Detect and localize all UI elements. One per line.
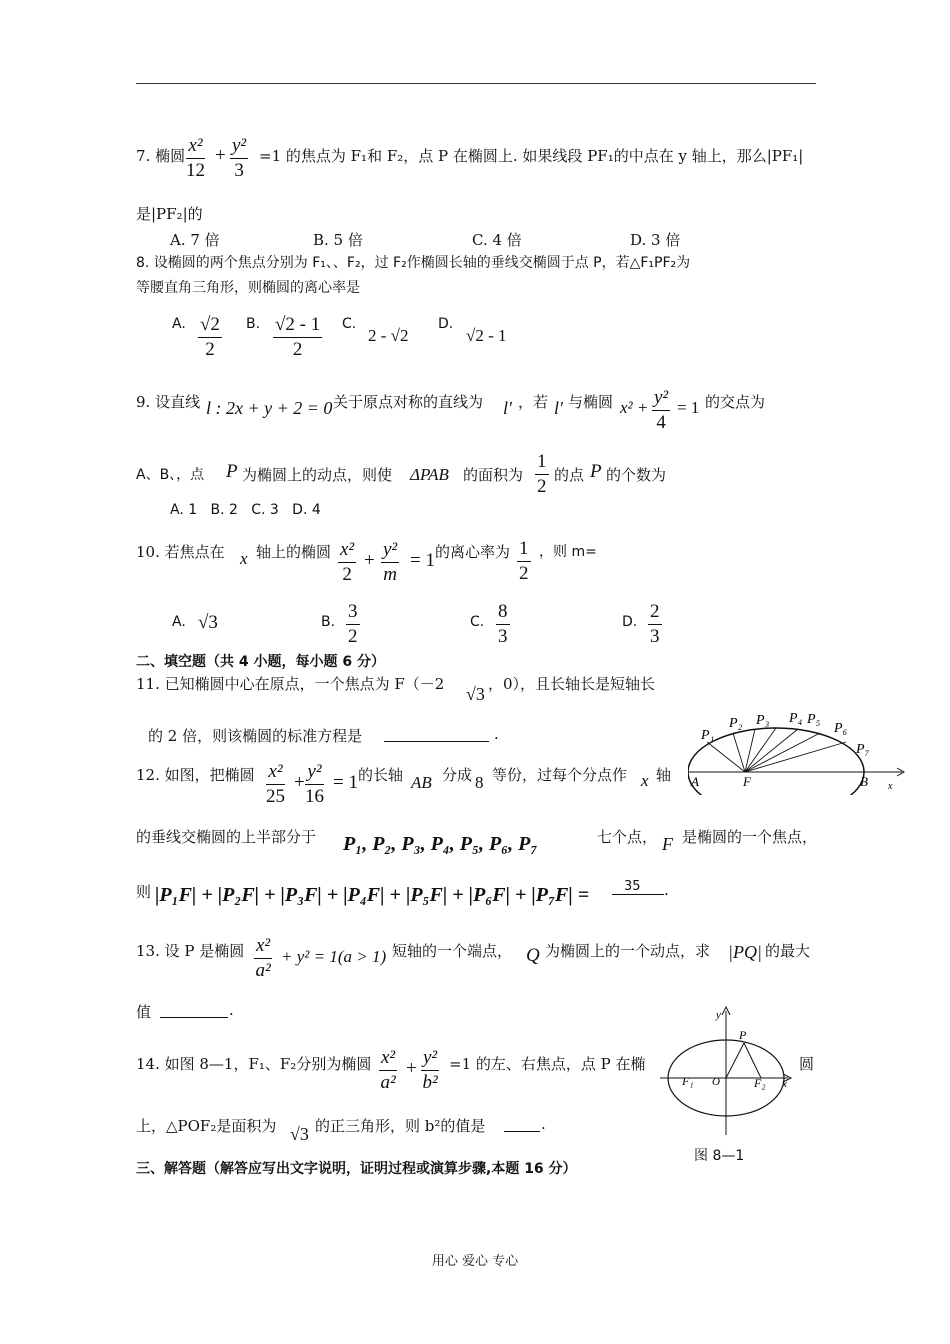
- q7-text: =1 的焦点为 F₁和 F₂，点 P 在椭圆上. 如果线段 PF₁的中点在 y 轴上，那么|PF₁|: [259, 147, 804, 165]
- svg-text:F₂: F₂: [754, 1076, 766, 1090]
- q12-answer: 35: [624, 879, 641, 894]
- svg-text:P₄: P₄: [789, 711, 803, 726]
- q14-answer-blank[interactable]: [504, 1130, 540, 1132]
- q7-choice-a: A. 7 倍: [170, 231, 220, 249]
- q9-choices: A. 1 B. 2 C. 3 D. 4: [170, 502, 321, 518]
- q10-choice-b: $\frac{3}{2}$: [348, 601, 358, 647]
- q10-choice-a: √3: [198, 612, 218, 633]
- q7-choice-d: D. 3 倍: [630, 231, 681, 249]
- q12-answer-underline: [612, 894, 664, 895]
- svg-text:P₇: P₇: [856, 742, 870, 757]
- q7-choice-c: C. 4 倍: [472, 231, 522, 249]
- q7-frac-1: $\frac{\text{x²}}{12}$: [186, 135, 205, 181]
- header-rule: [136, 83, 816, 84]
- svg-text:x: x: [888, 781, 893, 792]
- q8-choice-d: √2 - 1: [466, 326, 507, 345]
- q7-prefix: 7. 椭圆: [136, 147, 186, 165]
- q12-points: P₁, P₂, P₃, P₄, P₅, P₆, P₇: [343, 833, 538, 855]
- q13-answer-blank[interactable]: [160, 1016, 228, 1018]
- svg-text:P₃: P₃: [756, 713, 770, 728]
- q14-frac-2: $\frac{\text{y²}}{\text{b²}}$: [422, 1047, 438, 1093]
- q10-e: $\frac{1}{2}$: [519, 538, 529, 584]
- q9-frac: $\frac{\text{y²}}{4}$: [654, 387, 669, 433]
- q12-frac-1: $\frac{\text{x²}}{25}$: [266, 761, 285, 807]
- svg-text:x: x: [782, 1078, 787, 1090]
- q12-sum: |P₁F| + |P₂F| + |P₃F| + |P₄F| + |P₅F| + |P₆F| + |P₇F| =: [155, 884, 590, 906]
- q10-frac-1: $\frac{\text{x²}}{2}$: [340, 539, 355, 585]
- page-footer: 用心 爱心 专心: [431, 1254, 519, 1269]
- q7-choice-b: B. 5 倍: [313, 231, 363, 249]
- q14-sqrt3: √3: [290, 1124, 309, 1144]
- q7-text-2: 是|PF₂|的: [136, 205, 203, 223]
- q9-line-eq: l : 2x + y + 2 = 0: [206, 398, 333, 418]
- fig-8-1: [660, 1003, 800, 1138]
- svg-text:y: y: [716, 1009, 721, 1021]
- section-2-heading: 二、填空题（共 4 小题，每小题 6 分）: [136, 654, 385, 670]
- q9-half: $\frac{1}{2}$: [537, 451, 547, 497]
- q9-prefix: 9. 设直线: [136, 393, 201, 411]
- q8-choice-a: $\frac{√2}{2}$: [200, 314, 220, 360]
- svg-text:F₁: F₁: [682, 1074, 694, 1088]
- q11-answer-blank[interactable]: [384, 740, 489, 742]
- q8-line-2: 等腰直角三角形，则椭圆的离心率是: [136, 280, 360, 296]
- q8-choice-b: $\frac{√2 - 1}{2}$: [275, 314, 321, 360]
- q10-choice-c: $\frac{8}{3}$: [498, 601, 508, 647]
- fig-8-1-caption: 图 8—1: [694, 1148, 745, 1164]
- svg-text:P₅: P₅: [807, 712, 821, 727]
- q10-frac-2: $\frac{\text{y²}}{m}$: [383, 539, 398, 585]
- svg-text:F: F: [743, 774, 751, 789]
- q8-line-1: 8. 设椭圆的两个焦点分别为 F₁、、F₂，过 F₂作椭圆长轴的垂线交椭圆于点 P，若△F₁PF₂为: [136, 255, 691, 271]
- svg-text:B: B: [860, 774, 868, 789]
- svg-text:P: P: [739, 1028, 747, 1042]
- q10-choice-d: $\frac{2}{3}$: [650, 601, 660, 647]
- svg-text:P₆: P₆: [834, 721, 848, 736]
- q12-frac-2: $\frac{\text{y²}}{16}$: [305, 761, 324, 807]
- q12-ellipse-figure: [688, 705, 910, 795]
- section-3-heading: 三、解答题（解答应写出文字说明，证明过程或演算步骤,本题 16 分）: [136, 1161, 577, 1177]
- q14-frac-1: $\frac{\text{x²}}{\text{a²}}$: [380, 1047, 396, 1093]
- svg-text:P₁: P₁: [701, 728, 715, 743]
- q13-frac: $\frac{\text{x²}}{\text{a²}}$: [255, 935, 271, 981]
- svg-text:A: A: [691, 774, 699, 789]
- svg-text:P₂: P₂: [729, 716, 743, 731]
- q7-frac-2: $\frac{\text{y²}}{3}$: [232, 135, 247, 181]
- q11-sqrt3: √3: [466, 684, 485, 704]
- q8-choice-c: 2 - √2: [368, 326, 409, 345]
- svg-text:O: O: [712, 1076, 720, 1088]
